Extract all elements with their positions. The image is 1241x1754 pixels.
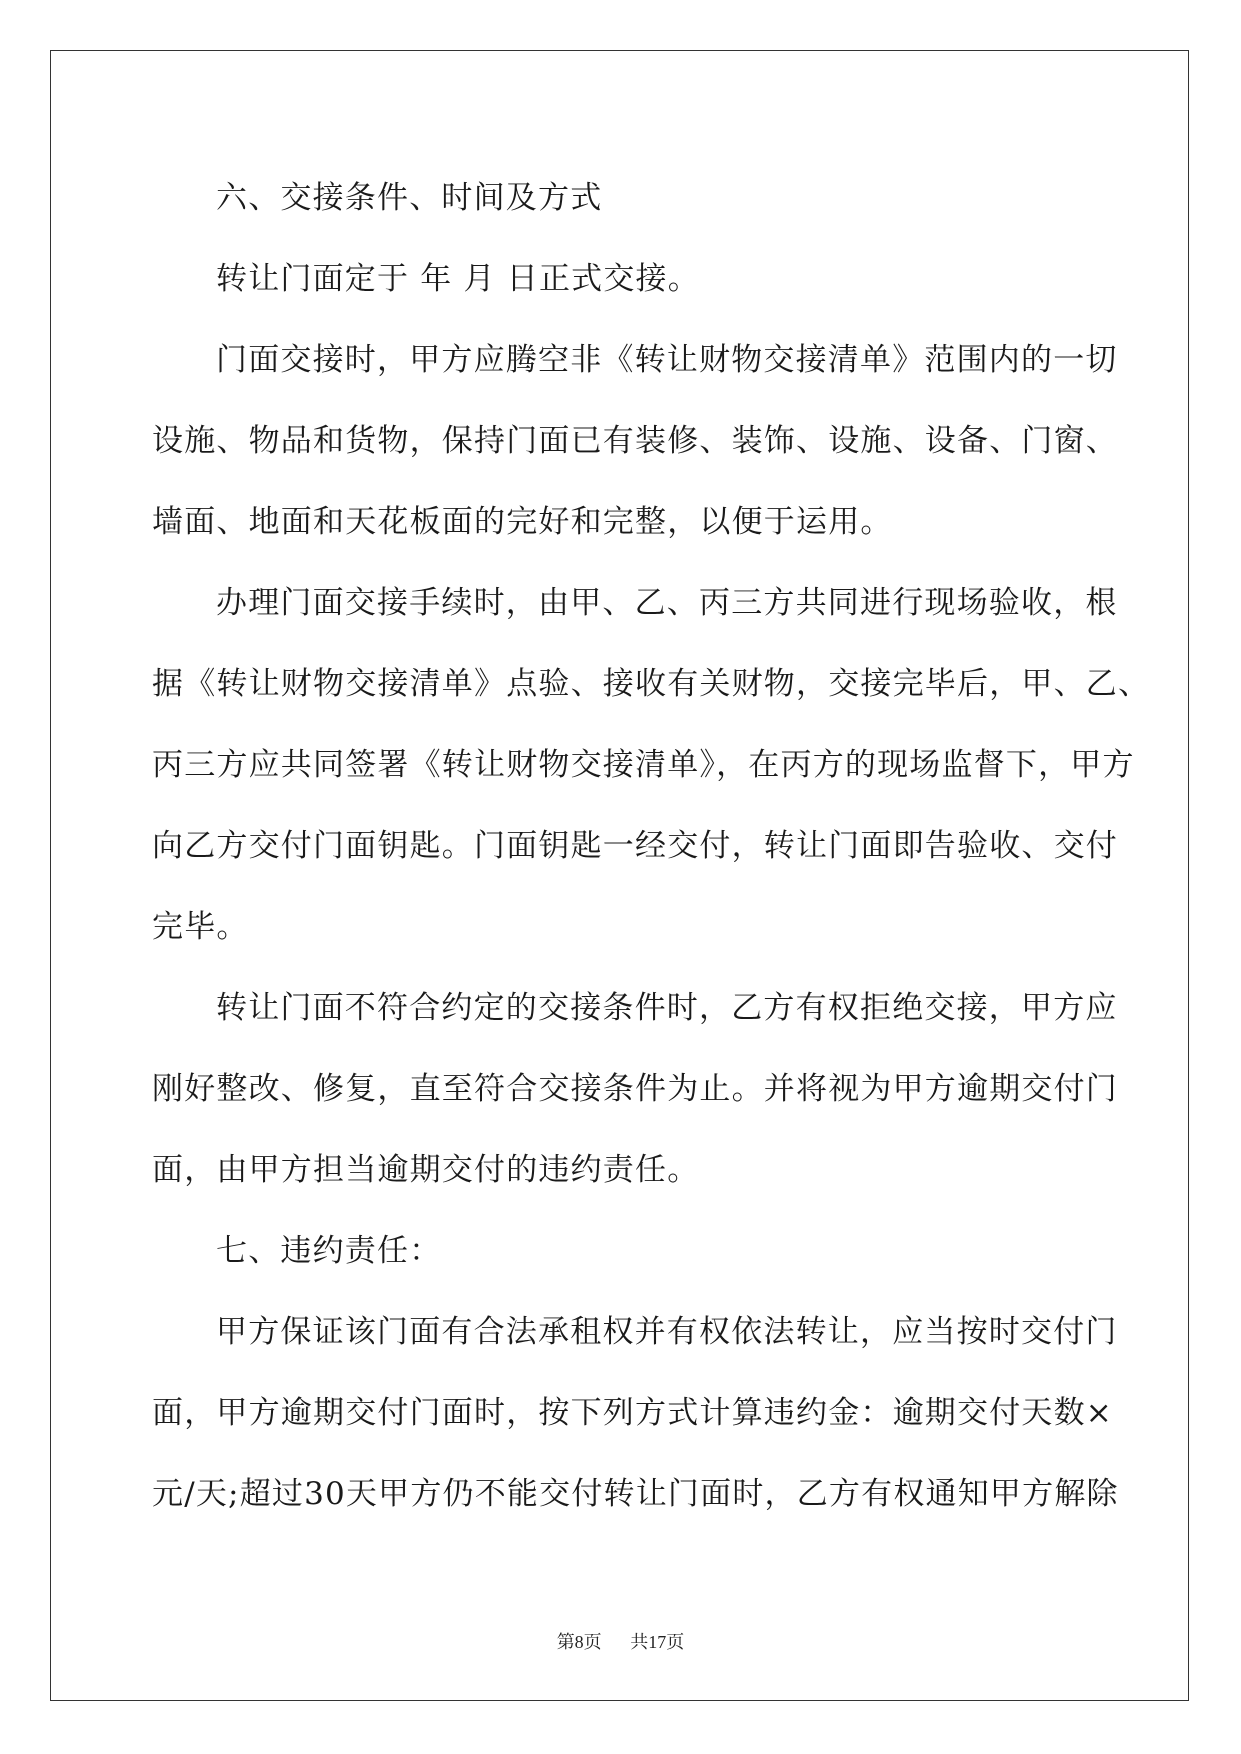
- paragraph-line: 向乙方交付门面钥匙。门面钥匙一经交付，转让门面即告验收、交付: [152, 828, 1118, 864]
- page-number: 第8页: [556, 1632, 602, 1652]
- paragraph-line: 六、交接条件、时间及方式: [216, 180, 603, 216]
- paragraph-line: 元/天;超过30天甲方仍不能交付转让门面时，乙方有权通知甲方解除: [152, 1476, 1119, 1512]
- page-footer: [0, 1628, 1241, 1654]
- document-body: [152, 158, 1151, 1535]
- paragraph-line: 设施、物品和货物，保持门面已有装修、装饰、设施、设备、门窗、: [152, 423, 1118, 459]
- paragraph-line: 门面交接时，甲方应腾空非《转让财物交接清单》范围内的一切: [216, 342, 1118, 378]
- paragraph-line: 完毕。: [152, 909, 249, 945]
- paragraph-line: 面，由甲方担当逾期交付的违约责任。: [152, 1152, 700, 1188]
- paragraph-line: 办理门面交接手续时，由甲、乙、丙三方共同进行现场验收，根: [216, 585, 1118, 621]
- paragraph-line: 刚好整改、修复，直至符合交接条件为止。并将视为甲方逾期交付门: [152, 1071, 1118, 1107]
- paragraph-line: 甲方保证该门面有合法承租权并有权依法转让，应当按时交付门: [216, 1314, 1118, 1350]
- paragraph-line: 丙三方应共同签署《转让财物交接清单》，在丙方的现场监督下，甲方: [152, 747, 1135, 783]
- paragraph-line: 七、违约责任：: [216, 1233, 442, 1269]
- paragraph-line: 墙面、地面和天花板面的完好和完整，以便于运用。: [152, 504, 893, 540]
- paragraph-line: 转让门面定于 年 月 日正式交接。: [216, 261, 700, 297]
- paragraph-line: 面，甲方逾期交付门面时，按下列方式计算违约金：逾期交付天数×: [152, 1395, 1113, 1431]
- paragraph-line: 转让门面不符合约定的交接条件时，乙方有权拒绝交接，甲方应: [216, 990, 1118, 1026]
- paragraph-line: 据《转让财物交接清单》点验、接收有关财物，交接完毕后，甲、乙、: [152, 666, 1151, 702]
- page-total: 共17页: [630, 1632, 685, 1652]
